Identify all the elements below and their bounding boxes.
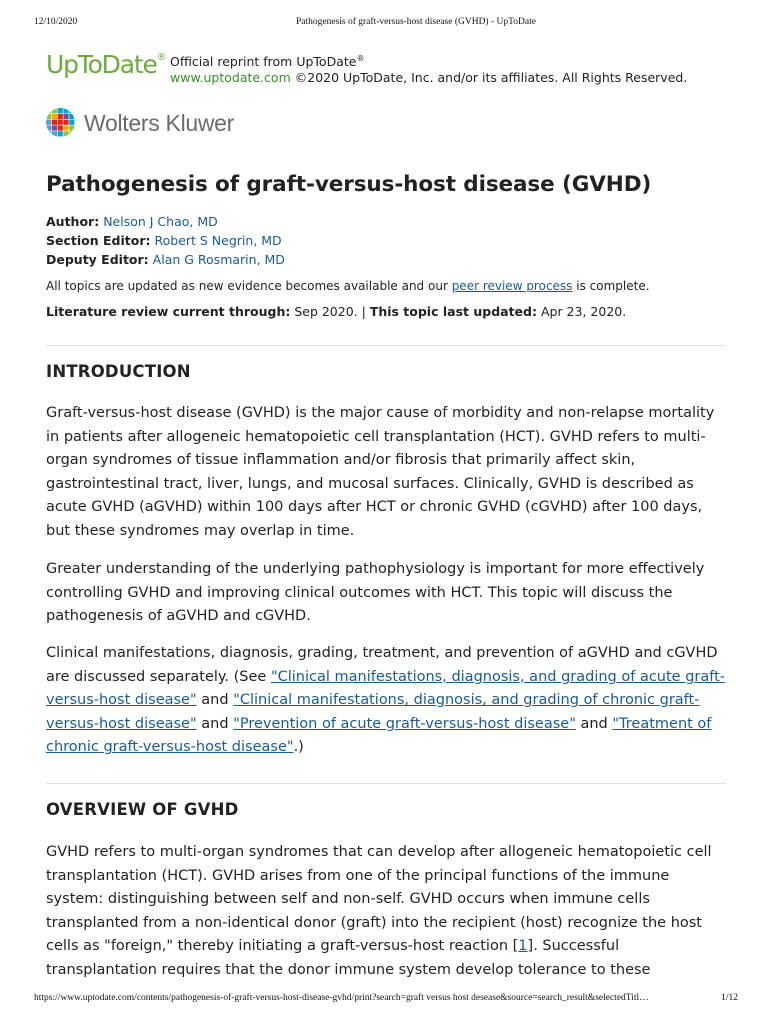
author-label: Author:: [46, 214, 100, 229]
logo-tile: [52, 114, 57, 119]
wolters-kluwer-logo: [46, 108, 306, 140]
overview-heading: OVERVIEW OF GVHD: [46, 800, 239, 819]
logo-tile: [69, 108, 74, 113]
logo-tile: [58, 120, 63, 125]
logo-tile: [52, 120, 57, 125]
copyright-text: ©2020 UpToDate, Inc. and/or its affiliates. All Rights Reserved.: [290, 70, 688, 86]
intro-paragraph-3: Clinical manifestations, diagnosis, grading, treatment, and prevention of aGVHD and cGVHD are discussed separately. (See "Clinical manifestations, diagnosis, and grading of acute graft-versus-host disease" and "Clinical manifestations, diagnosis, and grading of chronic graft-versus-host disease" and "Prevention of acute graft-versus-host disease" and "Treatment of chronic graft-versus-host disease".): [46, 645, 726, 756]
logo-tile: [52, 125, 57, 130]
introduction-heading: INTRODUCTION: [46, 362, 191, 381]
publisher-name: Wolters Kluwer: [84, 110, 235, 136]
author-link[interactable]: Nelson J Chao, MD: [103, 214, 218, 229]
logo-tile: [63, 108, 68, 113]
logo-tile: [69, 114, 74, 119]
logo-tile: [69, 131, 74, 136]
overview-paragraph-1: GVHD refers to multi-organ syndromes that can develop after allogeneic hematopoietic cell transplantation (HCT). GVHD arises from one of the principal functions of the immune system: distinguishing between self and non-self. GVHD occurs when immune cells transplanted from a non-identical donor (graft) into the recipient (host) recognize the host cells as "foreign," thereby initiating a graft-versus-host reaction [1]. Successful transplantation requires that the donor immune system develop tolerance to these: [46, 844, 712, 978]
section-divider: [46, 783, 726, 784]
print-url: https://www.uptodate.com/contents/pathogenesis-of-graft-versus-host-disease-gvhd/print?search=graft versus host desease&source=search_result&selectedTitl…: [34, 993, 649, 1003]
chronic-gvhd-diagnosis-link[interactable]: "Clinical manifestations, diagnosis, and grading of chronic graft-versus-host disease": [46, 692, 700, 732]
print-page-title: Pathogenesis of graft-versus-host disease (GVHD) - UpToDate: [296, 17, 536, 27]
logo-tile: [63, 120, 68, 125]
logo-tile: [58, 114, 63, 119]
print-date: 12/10/2020: [34, 17, 78, 27]
logo-tile: [46, 131, 51, 136]
peer-review-process-link[interactable]: peer review process: [451, 279, 573, 293]
logo-tile: [46, 114, 51, 119]
logo-tile: [52, 108, 57, 113]
last-updated-label: This topic last updated:: [369, 304, 537, 319]
deputy-editor-label: Deputy Editor:: [46, 252, 149, 267]
intro-paragraph-2: Greater understanding of the underlying pathophysiology is important for more effectively controlling GVHD and improving clinical outcomes with HCT. This topic will discuss the pathogenesis of aGVHD and cGVHD.: [46, 561, 705, 625]
reference-link[interactable]: 1: [518, 938, 528, 955]
author-line: [46, 212, 218, 231]
logo-tile: [69, 125, 74, 130]
deputy-editor-link[interactable]: Alan G Rosmarin, MD: [152, 252, 285, 267]
wolters-kluwer-logo-icon: [46, 108, 75, 137]
section-editor-link[interactable]: Robert S Negrin, MD: [154, 233, 282, 248]
logo-tile: [63, 114, 68, 119]
logo-tile: [58, 131, 63, 136]
acute-gvhd-prevention-link[interactable]: "Prevention of acute graft-versus-host disease": [233, 715, 576, 732]
reprint-line1: Official reprint from UpToDate: [170, 54, 357, 70]
logo-tile: [46, 125, 51, 130]
print-page-number: 1/12: [721, 993, 738, 1003]
deputy-editor-line: [46, 250, 285, 269]
lit-review-label: Literature review current through:: [46, 304, 291, 319]
reprint-banner: [46, 50, 726, 90]
uptodate-url-link[interactable]: www.uptodate.com: [170, 70, 291, 86]
section-editor-line: [46, 231, 282, 250]
logo-tile: [69, 120, 74, 125]
reprint-notice: Official reprint from UpToDate® www.uptodate.com ©2020 UpToDate, Inc. and/or its affiliates. All Rights Reserved.: [170, 54, 688, 86]
logo-tile: [63, 131, 68, 136]
logo-tile: [58, 125, 63, 130]
section-divider: [46, 345, 726, 346]
section-editor-label: Section Editor:: [46, 233, 151, 248]
logo-tile: [46, 108, 51, 113]
intro-paragraph-1: Graft-versus-host disease (GVHD) is the major cause of morbidity and non-relapse mortality in patients after allogeneic hematopoietic cell transplantation (HCT). GVHD refers to multi-organ syndromes of tissue inflammation and/or fibrosis that primarily affect skin, gastrointestinal tract, liver, lungs, and mucosal surfaces. Clinically, GVHD is described as acute GVHD (aGVHD) within 100 days after HCT or chronic GVHD (cGVHD) after 100 days, but these syndromes may overlap in time.: [46, 405, 715, 539]
logo-tile: [63, 125, 68, 130]
logo-tile: [58, 108, 63, 113]
logo-tile: [52, 131, 57, 136]
last-updated-value: Apr 23, 2020.: [536, 304, 627, 319]
lit-review-value: Sep 2020. |: [290, 304, 370, 319]
chronic-gvhd-treatment-link[interactable]: "Treatment of chronic graft-versus-host disease": [46, 715, 712, 756]
update-notice: All topics are updated as new evidence becomes available and our peer review process is complete.: [46, 279, 650, 293]
logo-tile: [46, 120, 51, 125]
review-dates: [46, 302, 626, 321]
uptodate-logo: UpToDate®: [46, 50, 167, 79]
article-title: Pathogenesis of graft-versus-host disease (GVHD): [46, 172, 652, 197]
acute-gvhd-diagnosis-link[interactable]: "Clinical manifestations, diagnosis, and grading of acute graft-versus-host disease": [46, 668, 726, 709]
